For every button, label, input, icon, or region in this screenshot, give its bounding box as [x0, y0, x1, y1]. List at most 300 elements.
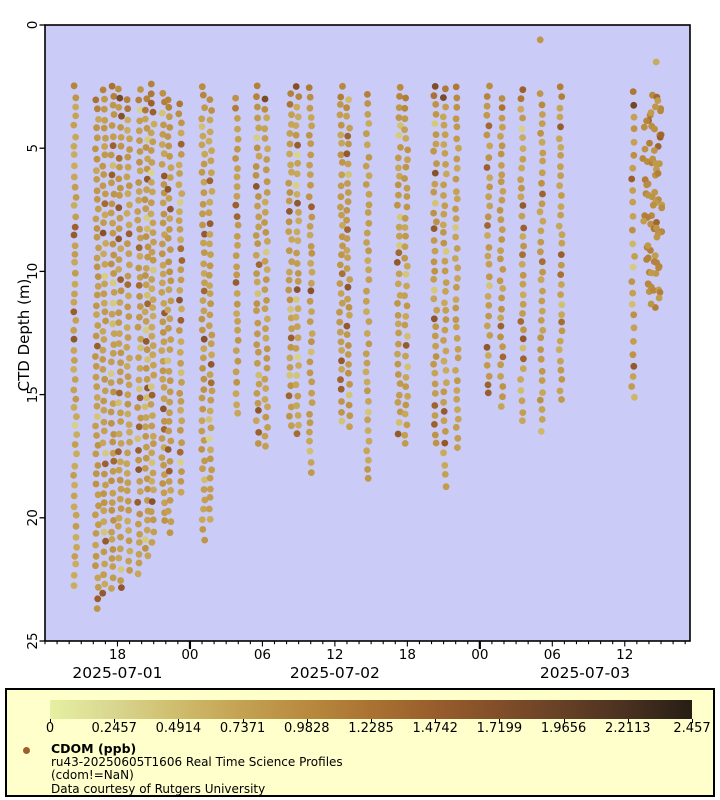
data-point	[143, 365, 150, 372]
data-point	[125, 401, 132, 408]
data-point	[101, 561, 108, 568]
y-tick-label: 15	[25, 386, 41, 404]
data-point	[346, 312, 353, 319]
data-point	[307, 359, 314, 366]
data-point	[430, 295, 437, 302]
data-point	[150, 257, 157, 264]
data-point	[404, 303, 411, 310]
data-point	[537, 334, 544, 341]
data-point	[206, 209, 213, 216]
data-point	[160, 200, 167, 207]
data-point	[143, 186, 150, 193]
data-point	[629, 290, 636, 297]
data-point	[264, 316, 271, 323]
data-point	[396, 114, 403, 121]
data-point	[136, 539, 143, 546]
data-point	[557, 271, 564, 278]
data-point	[149, 539, 156, 546]
data-point	[233, 368, 240, 375]
data-point	[148, 276, 155, 283]
data-point	[150, 372, 157, 379]
data-point	[394, 202, 401, 209]
data-point	[285, 287, 292, 294]
data-point	[143, 414, 150, 421]
data-point	[338, 212, 345, 219]
data-point	[109, 172, 116, 179]
data-point	[137, 148, 144, 155]
data-point	[263, 355, 270, 362]
data-point	[72, 376, 79, 383]
data-point	[540, 218, 547, 225]
data-point	[95, 584, 102, 591]
data-point	[287, 306, 294, 313]
data-point	[94, 264, 101, 271]
data-point	[254, 330, 261, 337]
data-point	[254, 279, 261, 286]
data-point	[454, 335, 461, 342]
data-point	[557, 212, 564, 219]
data-point	[539, 139, 546, 146]
data-point	[137, 253, 144, 260]
data-point	[200, 261, 207, 268]
data-point	[144, 292, 151, 299]
data-point	[234, 183, 241, 190]
data-point	[443, 248, 450, 255]
data-point	[497, 207, 504, 214]
data-point	[100, 398, 107, 405]
data-point	[499, 393, 506, 400]
data-point	[93, 176, 100, 183]
data-point	[92, 562, 99, 569]
data-point	[432, 101, 439, 108]
data-point	[101, 529, 108, 536]
data-point	[394, 300, 401, 307]
data-point	[198, 115, 205, 122]
data-point	[454, 123, 461, 130]
data-point	[118, 350, 125, 357]
data-point	[651, 126, 658, 133]
data-point	[499, 115, 506, 122]
data-point	[485, 313, 492, 320]
data-point	[294, 323, 301, 330]
data-point	[254, 115, 261, 122]
data-point	[293, 381, 300, 388]
data-point	[255, 290, 262, 297]
data-point	[115, 266, 122, 273]
data-point	[116, 390, 123, 397]
data-point	[110, 133, 117, 140]
data-point	[134, 499, 141, 506]
data-point	[336, 309, 343, 316]
data-point	[126, 182, 133, 189]
data-point	[306, 84, 313, 91]
data-point	[199, 316, 206, 323]
data-point	[200, 355, 207, 362]
data-point	[235, 358, 242, 365]
data-point	[126, 355, 133, 362]
data-point	[233, 347, 240, 354]
data-point	[179, 257, 186, 264]
data-point	[116, 467, 123, 474]
data-point	[117, 124, 124, 131]
data-point	[151, 121, 158, 128]
data-point	[150, 267, 157, 274]
data-point	[116, 256, 123, 263]
data-point	[262, 325, 269, 332]
data-point	[365, 475, 372, 482]
data-point	[338, 398, 345, 405]
data-point	[261, 219, 268, 226]
data-point	[148, 100, 155, 107]
data-point	[177, 349, 184, 356]
data-point	[99, 590, 106, 597]
data-point	[537, 239, 544, 246]
data-point	[92, 423, 99, 430]
data-point	[93, 124, 100, 131]
data-point	[149, 249, 156, 256]
data-point	[126, 230, 133, 237]
data-point	[519, 310, 526, 317]
data-point	[338, 290, 345, 297]
data-point	[498, 306, 505, 313]
x-tick-label: 18	[398, 647, 416, 663]
data-point	[364, 379, 371, 386]
data-point	[484, 132, 491, 139]
data-point	[363, 447, 370, 454]
data-point	[499, 95, 506, 102]
data-point	[208, 361, 215, 368]
data-point	[498, 162, 505, 169]
data-point	[72, 242, 79, 249]
data-point	[117, 477, 124, 484]
data-point	[71, 259, 78, 266]
data-point	[71, 232, 78, 239]
data-point	[500, 354, 507, 361]
data-point	[208, 425, 215, 432]
data-point	[150, 220, 157, 227]
data-point	[485, 213, 492, 220]
data-point	[309, 399, 316, 406]
data-point	[455, 145, 462, 152]
data-point	[102, 450, 109, 457]
data-point	[520, 326, 527, 333]
legend-box	[5, 688, 715, 797]
data-point	[497, 277, 504, 284]
data-point	[99, 356, 106, 363]
data-point	[167, 246, 174, 253]
data-point	[143, 444, 150, 451]
data-point	[207, 262, 214, 269]
data-point	[498, 323, 505, 330]
data-point	[262, 414, 269, 421]
data-point	[254, 83, 261, 90]
data-point	[110, 241, 117, 248]
data-point	[539, 158, 546, 165]
data-point	[395, 371, 402, 378]
data-point	[287, 297, 294, 304]
data-point	[497, 133, 504, 140]
data-point	[441, 462, 448, 469]
data-point	[108, 507, 115, 514]
data-point	[486, 174, 493, 181]
data-point	[101, 106, 108, 113]
data-point	[207, 117, 214, 124]
colorbar-gradient	[50, 700, 692, 719]
data-point	[483, 112, 490, 119]
data-point	[337, 376, 344, 383]
data-point	[150, 296, 157, 303]
data-point	[402, 383, 409, 390]
data-point	[92, 353, 99, 360]
data-point	[654, 234, 661, 241]
data-point	[402, 135, 409, 142]
data-point	[201, 249, 208, 256]
data-point	[404, 363, 411, 370]
colorbar-tick-label: 1.7199	[476, 721, 523, 736]
data-point	[207, 251, 214, 258]
data-point	[264, 238, 271, 245]
data-point	[100, 87, 107, 94]
data-point	[144, 376, 151, 383]
data-point	[484, 103, 491, 110]
data-point	[92, 97, 99, 104]
data-point	[263, 276, 270, 283]
data-point	[199, 123, 206, 130]
data-point	[337, 94, 344, 101]
data-point	[108, 359, 115, 366]
x-tick-label: 18	[108, 647, 127, 663]
data-point	[176, 101, 183, 108]
data-point	[149, 392, 156, 399]
data-point	[72, 422, 79, 429]
data-point	[539, 288, 546, 295]
data-point	[148, 130, 155, 137]
data-point	[143, 233, 150, 240]
data-point	[166, 113, 173, 120]
data-point	[344, 296, 351, 303]
data-point	[557, 172, 564, 179]
data-point	[95, 245, 102, 252]
data-point	[118, 486, 125, 493]
data-point	[402, 411, 409, 418]
x-tick-label: 12	[616, 647, 634, 663]
data-point	[344, 133, 351, 140]
data-point	[199, 222, 206, 229]
data-point	[484, 232, 491, 239]
data-point	[308, 390, 315, 397]
data-point	[208, 157, 215, 164]
data-point	[519, 397, 526, 404]
data-point	[308, 122, 315, 129]
data-point	[117, 496, 124, 503]
data-point	[233, 401, 240, 408]
data-point	[109, 220, 116, 227]
data-point	[255, 440, 262, 447]
data-point	[150, 229, 157, 236]
data-point	[453, 284, 460, 291]
data-point	[365, 427, 372, 434]
data-point	[517, 106, 524, 113]
data-point	[110, 468, 117, 475]
x-tick-labels	[72, 647, 633, 682]
data-point	[124, 487, 131, 494]
data-point	[264, 365, 271, 372]
data-point	[166, 286, 173, 293]
data-point	[287, 364, 294, 371]
data-point	[453, 104, 460, 111]
data-point	[125, 273, 132, 280]
data-point	[363, 350, 370, 357]
colorbar-tick-label: 0.4914	[155, 721, 202, 736]
data-point	[517, 318, 524, 325]
data-point	[433, 111, 440, 118]
data-point	[234, 301, 241, 308]
data-point	[71, 482, 78, 489]
data-point	[125, 293, 132, 300]
data-point	[286, 355, 293, 362]
data-point	[109, 499, 116, 506]
data-point	[363, 298, 370, 305]
data-point	[178, 417, 185, 424]
data-point	[150, 239, 157, 246]
data-point	[72, 224, 79, 231]
data-point	[117, 299, 124, 306]
data-point	[497, 256, 504, 263]
data-point	[234, 290, 241, 297]
data-point	[167, 377, 174, 384]
data-point	[94, 255, 101, 262]
data-point	[207, 96, 214, 103]
data-point	[118, 143, 125, 150]
data-point	[262, 135, 269, 142]
data-point	[116, 192, 123, 199]
data-point	[136, 188, 143, 195]
data-point	[208, 351, 215, 358]
data-point	[645, 242, 652, 249]
data-point	[124, 105, 131, 112]
data-point	[199, 327, 206, 334]
data-point	[263, 156, 270, 163]
data-point	[440, 211, 447, 218]
data-point	[630, 152, 637, 159]
data-point	[520, 272, 527, 279]
data-point	[630, 363, 637, 370]
data-point	[137, 365, 144, 372]
data-point	[442, 161, 449, 168]
data-point	[253, 307, 260, 314]
data-point	[94, 403, 101, 410]
data-point	[93, 216, 100, 223]
data-point	[395, 165, 402, 172]
data-point	[200, 506, 207, 513]
data-point	[142, 196, 149, 203]
data-point	[92, 146, 99, 153]
data-point	[93, 167, 100, 174]
data-point	[517, 176, 524, 183]
colorbar-tick-label: 1.9656	[540, 721, 587, 736]
data-point	[344, 265, 351, 272]
data-point	[432, 323, 439, 330]
data-point	[366, 438, 373, 445]
data-point	[110, 142, 117, 149]
data-point	[94, 292, 101, 299]
data-point	[166, 368, 173, 375]
data-point	[166, 195, 173, 202]
data-point	[499, 285, 506, 292]
data-point	[519, 233, 526, 240]
data-point	[232, 202, 239, 209]
data-point	[255, 349, 262, 356]
data-point	[159, 250, 166, 257]
data-point	[142, 404, 149, 411]
data-point	[116, 155, 123, 162]
data-point	[161, 338, 168, 345]
data-point	[364, 387, 371, 394]
data-point	[308, 378, 315, 385]
data-point	[440, 222, 447, 229]
data-point	[161, 384, 168, 391]
data-point	[440, 182, 447, 189]
data-point	[201, 288, 208, 295]
data-point	[643, 118, 650, 125]
data-point	[363, 163, 370, 170]
data-point	[431, 225, 438, 232]
data-point	[101, 125, 108, 132]
data-point	[208, 332, 215, 339]
data-point	[165, 428, 172, 435]
data-point	[166, 409, 173, 416]
data-point	[443, 367, 450, 374]
data-point	[431, 315, 438, 322]
data-point	[158, 347, 165, 354]
data-point	[95, 206, 102, 213]
data-point	[648, 301, 655, 308]
data-point	[148, 423, 155, 430]
data-point	[453, 316, 460, 323]
data-point	[207, 397, 214, 404]
data-point	[454, 435, 461, 442]
data-point	[234, 233, 241, 240]
data-point	[71, 151, 78, 158]
data-point	[294, 160, 301, 167]
data-point	[484, 164, 491, 171]
data-point	[286, 269, 293, 276]
data-point	[431, 181, 438, 188]
data-point	[254, 320, 261, 327]
data-point	[70, 366, 77, 373]
data-point	[306, 411, 313, 418]
data-point	[395, 361, 402, 368]
data-point	[307, 171, 314, 178]
data-point	[497, 315, 504, 322]
data-point	[294, 354, 301, 361]
data-point	[440, 337, 447, 344]
data-point	[110, 300, 117, 307]
data-point	[485, 302, 492, 309]
data-point	[557, 144, 564, 151]
data-point	[134, 435, 141, 442]
data-point	[206, 506, 213, 513]
data-point	[307, 152, 314, 159]
data-point	[394, 351, 401, 358]
data-point	[642, 146, 649, 153]
data-point	[101, 376, 108, 383]
data-point	[629, 227, 636, 234]
data-point	[306, 193, 313, 200]
data-point	[150, 529, 157, 536]
data-point	[73, 523, 80, 530]
data-point	[94, 156, 101, 163]
